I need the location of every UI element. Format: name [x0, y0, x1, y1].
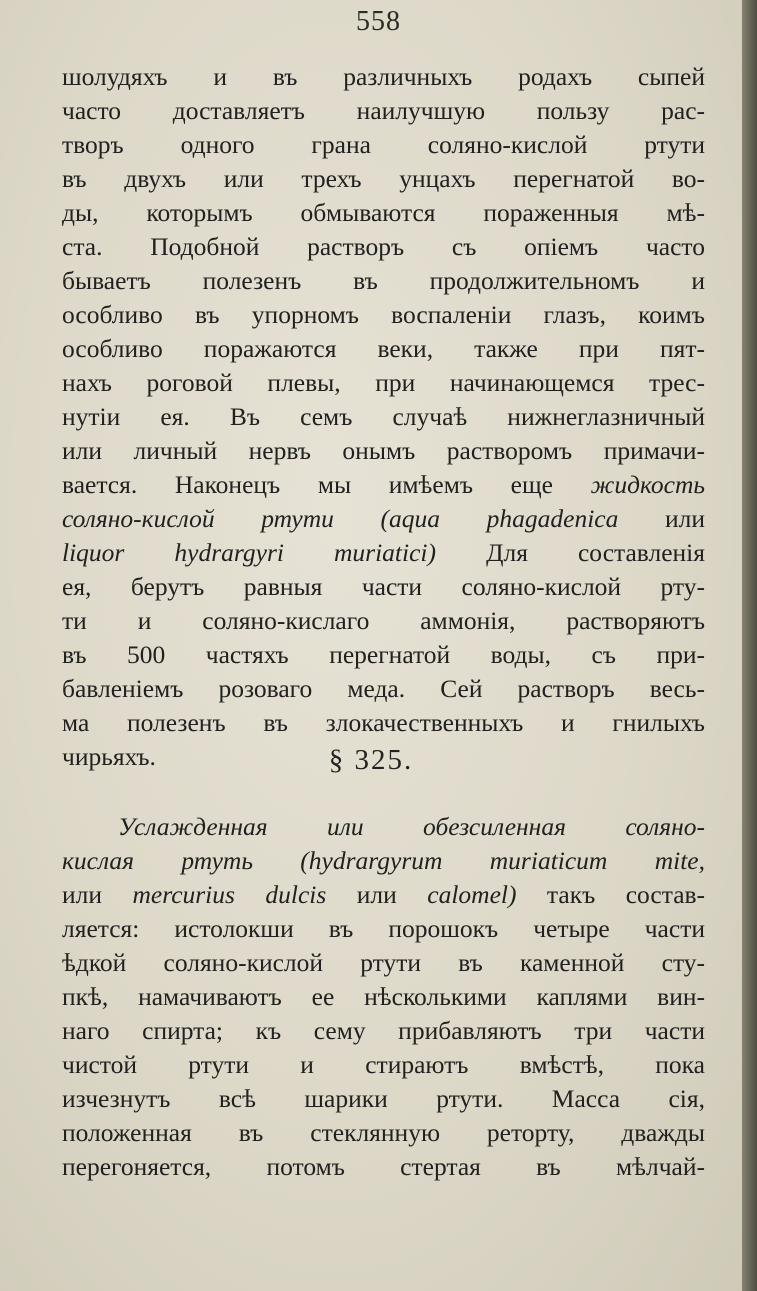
text-line: чистой ртути и стираютъ вмѣстѣ, пока: [62, 1050, 705, 1079]
section-heading: § 325.: [328, 744, 414, 776]
text-span: вается. Наконецъ мы имѣемъ еще: [62, 470, 553, 499]
text-line: особливо въ упорномъ воспаленiи глазъ, коимъ: [62, 300, 705, 329]
text-line: ея, берутъ равныя части соляно-кислой рту-: [62, 572, 705, 601]
text-line: кислая ртуть (hydrargyrum muriaticum mite,: [62, 846, 705, 875]
text-line: шолудяхъ и въ различныхъ родахъ сыпей: [62, 62, 705, 91]
italic-term: жидкость: [590, 470, 705, 499]
text-line: часто доставляетъ наилучшую пользу рас-: [62, 96, 705, 125]
text-span: или: [62, 880, 103, 909]
text-line: бавленiемъ розоваго меда. Сей растворъ весь-: [62, 674, 705, 703]
text-line: ѣдкой соляно-кислой ртути въ каменной сту-: [62, 948, 705, 977]
text-span: или: [664, 504, 705, 533]
italic-term: calomel): [427, 880, 517, 909]
text-line: въ 500 частяхъ перегнатой воды, съ при-: [62, 640, 705, 669]
text-span: Для составленiя: [486, 538, 705, 567]
text-line: [62, 468, 705, 502]
text-line: нутiи ея. Въ семъ случаѣ нижнеглазничный: [62, 402, 705, 431]
text-line: нахъ роговой плевы, при начинающемся трес-: [62, 368, 705, 397]
text-line: особливо поражаются веки, также при пят-: [62, 334, 705, 363]
text-line: или личный нервъ онымъ растворомъ примачи-: [62, 436, 705, 465]
text-line: ста. Подобной растворъ съ опiемъ часто: [62, 232, 705, 261]
text-line: [62, 878, 705, 912]
text-line: наго спирта; къ сему прибавляютъ три части: [62, 1016, 705, 1045]
page-number: 558: [356, 6, 401, 37]
text-span: или: [356, 880, 397, 909]
text-line: перегоняется, потомъ стертая въ мѣлчай-: [62, 1152, 705, 1181]
book-spine-edge: [742, 0, 757, 1291]
text-line: положенная въ стеклянную реторту, дважды: [62, 1118, 705, 1147]
text-line: творъ одного грана соляно-кислой ртути: [62, 130, 705, 159]
text-line: ды, которымъ обмываются пораженныя мѣ-: [62, 198, 705, 227]
text-line: въ двухъ или трехъ унцахъ перегнатой во-: [62, 164, 705, 193]
text-line: бываетъ полезенъ въ продолжительномъ и: [62, 266, 705, 295]
text-line: Услажденная или обезсиленная соляно-: [118, 812, 705, 841]
italic-term: mercurius dulcis: [132, 880, 327, 909]
text-line: чирьяхъ.: [62, 742, 156, 771]
text-line: ма полезенъ въ злокачественныхъ и гнилыхъ: [62, 708, 705, 737]
text-line: изчезнутъ всѣ шарики ртути. Масса сiя,: [62, 1084, 705, 1113]
italic-term: liquor hydrargyri muriatici): [62, 538, 437, 567]
text-span: такъ состав-: [546, 880, 705, 909]
text-line: [62, 536, 705, 570]
text-line: пкѣ, намачиваютъ ее нѣсколькими каплями вин-: [62, 982, 705, 1011]
text-line: ти и соляно-кислаго аммонiя, растворяютъ: [62, 606, 705, 635]
text-line: ляется: истолокши въ порошокъ четыре части: [62, 914, 705, 943]
italic-term: соляно-кислой ртути (aqua phagadenica: [62, 504, 619, 533]
text-line: [62, 502, 705, 536]
